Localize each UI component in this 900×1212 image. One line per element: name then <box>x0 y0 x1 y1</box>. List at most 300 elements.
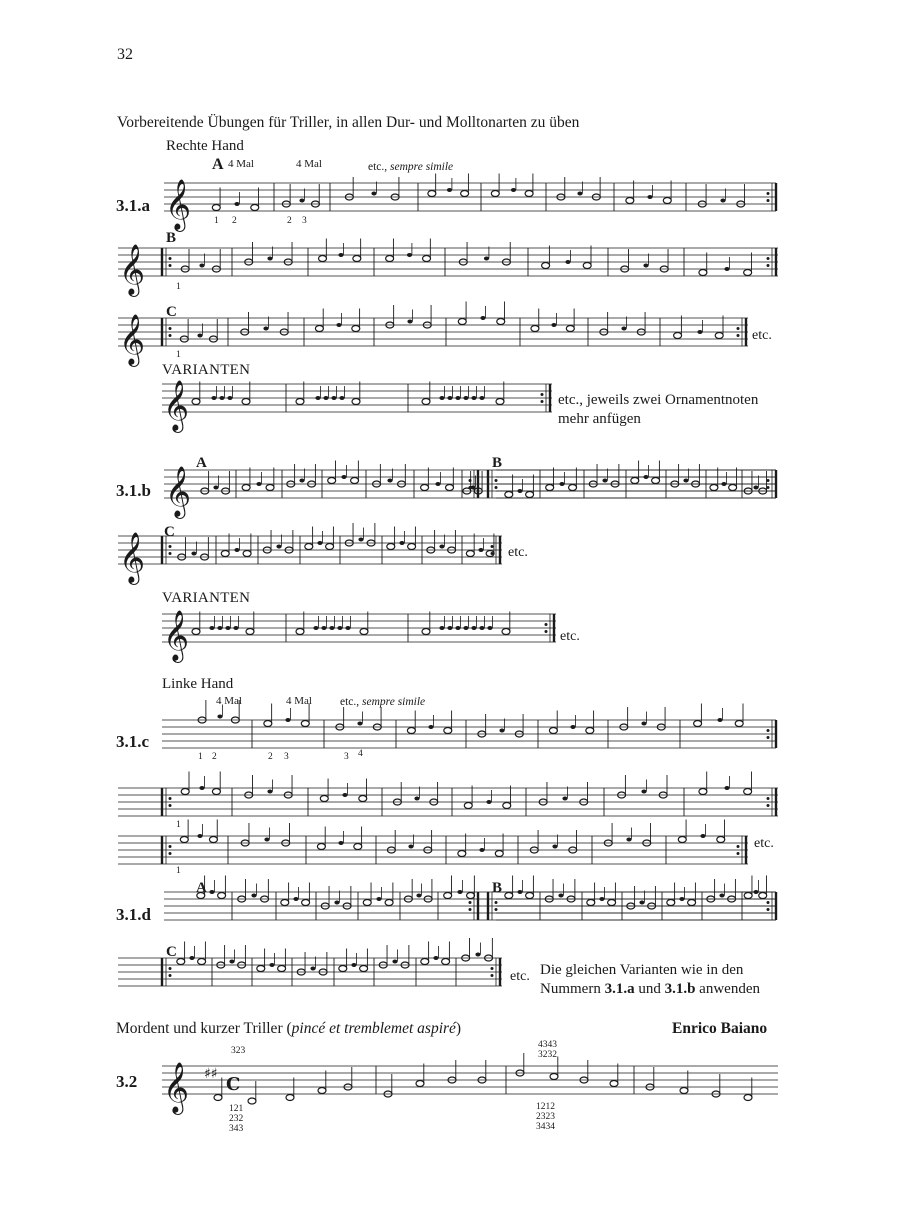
exercise-label-3-2: 3.2 <box>116 1072 138 1091</box>
grace-note <box>371 192 376 196</box>
repeat-dot <box>169 327 172 330</box>
grace-note <box>479 848 484 852</box>
grace-note <box>552 845 557 849</box>
grace-note <box>647 195 652 199</box>
etc-label: etc. <box>560 629 580 644</box>
grace-note <box>209 626 214 630</box>
grace-note <box>209 890 214 894</box>
half-note <box>525 191 533 197</box>
half-note <box>177 959 185 965</box>
grace-note <box>700 834 705 838</box>
grace-note <box>338 253 343 257</box>
grace-note <box>455 396 460 400</box>
grace-note <box>276 545 281 549</box>
repeat-dot <box>169 797 172 800</box>
fingering: 1 <box>176 820 181 830</box>
half-note <box>444 728 452 734</box>
half-note <box>496 399 504 405</box>
grace-note <box>471 626 476 630</box>
half-note <box>214 1095 222 1101</box>
section-c-label: C <box>164 524 175 540</box>
fingering: 2 <box>212 752 217 762</box>
grace-note <box>217 715 222 719</box>
repeat-thick-bar <box>487 470 489 498</box>
varianten-label: VARIANTEN <box>162 362 251 378</box>
repeat-dot <box>767 192 770 195</box>
treble-clef: 𝄞 <box>165 179 192 230</box>
repeat-thick-bar <box>775 248 777 276</box>
page-heading: Vorbereitende Übungen für Triller, in allen Dur- und Molltonarten zu üben <box>117 114 580 131</box>
repeat-dot <box>767 804 770 807</box>
half-note <box>246 629 254 635</box>
half-note <box>759 893 767 899</box>
exercise-label-3-1-d: 3.1.d <box>116 905 151 924</box>
half-note <box>495 851 503 857</box>
half-note <box>688 900 696 906</box>
exercise-label-3-1-c: 3.1.c <box>116 732 150 751</box>
grace-note <box>337 626 342 630</box>
repeat-dot <box>767 908 770 911</box>
treble-clef: 𝄞 <box>119 532 146 583</box>
grace-note <box>414 797 419 801</box>
grace-note <box>341 475 346 479</box>
grace-note <box>197 334 202 338</box>
repeat-dot <box>767 901 770 904</box>
grace-note <box>269 963 274 967</box>
half-note <box>583 263 591 269</box>
grace-note <box>447 188 452 192</box>
half-note <box>663 198 671 204</box>
half-note <box>242 485 250 491</box>
grace-note <box>310 967 315 971</box>
grace-note <box>471 396 476 400</box>
repeat-thick-bar <box>499 536 501 564</box>
grace-note <box>479 396 484 400</box>
half-note <box>652 478 660 484</box>
fingering: 2 <box>232 216 237 226</box>
grace-note <box>251 894 256 898</box>
fingering-stack: 121 232 343 <box>229 1104 244 1134</box>
grace-note <box>683 479 688 483</box>
repeat-dot <box>767 736 770 739</box>
repeat-4-mal-label: 4 Mal <box>216 695 242 707</box>
grace-note <box>293 897 298 901</box>
grace-note <box>480 316 485 320</box>
grace-note <box>217 626 222 630</box>
repeat-dot <box>491 967 494 970</box>
half-note <box>328 478 336 484</box>
half-note <box>464 803 472 809</box>
fingering: 3 <box>344 752 349 762</box>
half-note <box>416 1081 424 1087</box>
grace-note <box>428 725 433 729</box>
section-c-label: C <box>166 304 177 320</box>
half-note <box>717 837 725 843</box>
half-note <box>526 893 534 899</box>
grace-note <box>565 260 570 264</box>
repeat-thick-bar <box>775 720 777 748</box>
section-b-label: B <box>492 455 503 471</box>
half-note <box>351 478 359 484</box>
grace-note <box>267 257 272 261</box>
half-note <box>587 900 595 906</box>
half-note <box>467 893 475 899</box>
varianten-note: etc., jeweils zwei Ornamentnoten mehr anfügen <box>558 392 759 427</box>
repeat-dot <box>737 334 740 337</box>
grace-note <box>484 257 489 261</box>
author-name: Enrico Baiano <box>672 1020 768 1037</box>
half-note <box>531 326 539 332</box>
grace-note <box>517 489 522 493</box>
grace-note <box>517 890 522 894</box>
repeat-dot <box>545 630 548 633</box>
half-note <box>360 629 368 635</box>
half-note <box>423 256 431 262</box>
grace-note <box>721 482 726 486</box>
repeat-thick-bar <box>477 470 479 498</box>
repeat-dot <box>169 334 172 337</box>
half-note <box>197 893 205 899</box>
half-note <box>305 544 313 550</box>
half-note <box>363 900 371 906</box>
repeat-dot <box>469 486 472 489</box>
repeat-thick-bar <box>549 384 551 412</box>
fingering-stack: 1212 2323 3434 <box>536 1102 555 1132</box>
half-note <box>319 256 327 262</box>
grace-note <box>599 897 604 901</box>
repeat-dot <box>767 264 770 267</box>
half-note <box>408 544 416 550</box>
grace-note <box>639 901 644 905</box>
repeat-dot <box>737 327 740 330</box>
grace-note <box>626 838 631 842</box>
half-note <box>192 399 200 405</box>
repeat-dot <box>169 257 172 260</box>
half-note <box>694 721 702 727</box>
fingering: 1 <box>198 752 203 762</box>
repeat-dot <box>495 479 498 482</box>
grace-note <box>724 267 729 271</box>
final-note: Die gleichen Varianten wie in den Nummern 3.1.a und 3.1.b anwenden <box>540 962 760 997</box>
half-note <box>353 256 361 262</box>
fingering: 3 <box>284 752 289 762</box>
grace-note <box>717 718 722 722</box>
fingering: 1 <box>176 282 181 292</box>
half-note <box>744 789 752 795</box>
grace-note <box>234 548 239 552</box>
grace-note <box>753 486 758 490</box>
grace-note <box>342 793 347 797</box>
half-note <box>198 959 206 965</box>
page-number: 32 <box>117 46 133 63</box>
half-note <box>680 1088 688 1094</box>
varianten-label: VARIANTEN <box>162 590 251 606</box>
half-note <box>354 844 362 850</box>
half-note <box>715 333 723 339</box>
treble-clef: 𝄞 <box>163 610 190 661</box>
grace-note <box>679 897 684 901</box>
half-note <box>674 333 682 339</box>
treble-clef: 𝄞 <box>119 314 146 365</box>
grace-note <box>407 253 412 257</box>
half-note <box>386 256 394 262</box>
repeat-dot <box>767 257 770 260</box>
grace-note <box>315 396 320 400</box>
half-note <box>302 900 310 906</box>
grace-note <box>233 626 238 630</box>
half-note <box>502 629 510 635</box>
fingering: 323 <box>231 1046 246 1056</box>
half-note <box>181 789 189 795</box>
grace-note <box>338 841 343 845</box>
fingering: 3 <box>302 216 307 226</box>
section-b-label: B <box>492 880 503 896</box>
repeat-thick-bar <box>161 958 163 986</box>
half-note <box>735 721 743 727</box>
half-note <box>315 326 323 332</box>
treble-clef: 𝄞 <box>163 1062 190 1113</box>
exercise-label-3-1-a: 3.1.a <box>116 196 150 215</box>
repeat-dot <box>169 845 172 848</box>
half-note <box>221 551 229 557</box>
half-note <box>458 319 466 325</box>
half-note <box>526 492 534 498</box>
grace-note <box>719 894 724 898</box>
grace-note <box>225 626 230 630</box>
repeat-dot <box>469 479 472 482</box>
repeat-dot <box>169 967 172 970</box>
grace-note <box>213 486 218 490</box>
grace-note <box>336 323 341 327</box>
treble-clef: 𝄞 <box>119 244 146 295</box>
repeat-thick-bar <box>775 183 777 211</box>
half-note <box>542 263 550 269</box>
repeat-thick-bar <box>161 836 163 864</box>
grace-note <box>263 327 268 331</box>
half-note <box>546 485 554 491</box>
repeat-thick-bar <box>775 788 777 816</box>
half-note <box>387 544 395 550</box>
repeat-dot <box>495 908 498 911</box>
fingering: 1 <box>214 216 219 226</box>
repeat-dot <box>767 199 770 202</box>
half-note <box>296 629 304 635</box>
half-note <box>385 900 393 906</box>
grace-note <box>439 545 444 549</box>
grace-note <box>558 894 563 898</box>
grace-note <box>219 396 224 400</box>
half-note <box>360 966 368 972</box>
half-note <box>586 728 594 734</box>
grace-note <box>313 626 318 630</box>
grace-note <box>256 482 261 486</box>
grace-note <box>562 797 567 801</box>
repeat-4-mal-label: 4 Mal <box>228 158 254 170</box>
half-note <box>549 728 557 734</box>
etc-label: etc. <box>508 545 528 560</box>
grace-note <box>191 552 196 556</box>
half-note <box>218 893 226 899</box>
sharp-sign: ♯♯ <box>204 1066 218 1082</box>
grace-note <box>264 838 269 842</box>
half-note <box>699 789 707 795</box>
half-note <box>192 629 200 635</box>
half-note <box>497 319 505 325</box>
grace-note <box>486 800 491 804</box>
grace-note <box>643 264 648 268</box>
half-note <box>264 721 272 727</box>
repeat-thick-bar <box>161 318 163 346</box>
fingering: 2 <box>268 752 273 762</box>
grace-note <box>399 541 404 545</box>
grace-note <box>189 956 194 960</box>
left-hand-label: Linke Hand <box>162 676 234 692</box>
grace-note <box>641 722 646 726</box>
grace-note <box>641 790 646 794</box>
half-note <box>610 1081 618 1087</box>
grace-note <box>339 396 344 400</box>
grace-note <box>511 188 516 192</box>
repeat-thick-bar <box>745 836 747 864</box>
half-note <box>212 789 220 795</box>
half-note <box>248 1098 256 1104</box>
grace-note <box>234 202 239 206</box>
grace-note <box>357 722 362 726</box>
treble-clef: 𝄞 <box>163 380 190 431</box>
half-note <box>631 478 639 484</box>
half-note <box>352 399 360 405</box>
grace-note <box>724 786 729 790</box>
grace-note <box>447 626 452 630</box>
half-note <box>407 728 415 734</box>
repeat-dot <box>169 264 172 267</box>
half-note <box>422 399 430 405</box>
half-note <box>442 959 450 965</box>
half-note <box>318 1088 326 1094</box>
half-note <box>461 191 469 197</box>
grace-note <box>408 845 413 849</box>
half-note <box>569 485 577 491</box>
half-note <box>286 1095 294 1101</box>
repeat-dot <box>169 974 172 977</box>
repeat-dot <box>737 845 740 848</box>
grace-note <box>479 626 484 630</box>
grace-note <box>227 396 232 400</box>
grace-note <box>435 482 440 486</box>
repeat-dot <box>169 552 172 555</box>
fingering: 4 <box>358 749 363 759</box>
half-note <box>503 803 511 809</box>
half-note <box>667 900 675 906</box>
etc-label: etc. <box>752 328 772 343</box>
repeat-thick-bar <box>161 788 163 816</box>
half-note <box>444 893 452 899</box>
etc-label: etc. <box>510 969 530 984</box>
half-note <box>281 900 289 906</box>
repeat-thick-bar <box>775 470 777 498</box>
grace-note <box>285 718 290 722</box>
grace-note <box>439 626 444 630</box>
half-note <box>352 326 360 332</box>
grace-note <box>602 479 607 483</box>
grace-note <box>197 834 202 838</box>
half-note <box>505 492 513 498</box>
half-note <box>257 966 265 972</box>
repeat-dot <box>169 545 172 548</box>
grace-note <box>331 396 336 400</box>
grace-note <box>299 199 304 203</box>
grace-note <box>475 953 480 957</box>
half-note <box>326 544 334 550</box>
half-note <box>301 721 309 727</box>
grace-note <box>455 626 460 630</box>
half-note <box>320 796 328 802</box>
grace-note <box>351 963 356 967</box>
repeat-thick-bar <box>161 248 163 276</box>
half-note <box>209 837 217 843</box>
section-a-label: A <box>212 156 224 173</box>
section-a-label: A <box>196 880 207 896</box>
grace-note <box>407 320 412 324</box>
fingering: 1 <box>176 350 181 360</box>
half-note <box>678 837 686 843</box>
half-note <box>566 326 574 332</box>
grace-note <box>551 323 556 327</box>
grace-note <box>345 626 350 630</box>
fingering: 1 <box>176 866 181 876</box>
grace-note <box>463 396 468 400</box>
grace-note <box>621 327 626 331</box>
half-note <box>317 844 325 850</box>
grace-note <box>199 786 204 790</box>
grace-note <box>753 890 758 894</box>
half-note <box>296 399 304 405</box>
grace-note <box>433 956 438 960</box>
grace-note <box>577 192 582 196</box>
half-note <box>699 270 707 276</box>
sempre-simile-label: etc., sempre simile <box>340 696 426 708</box>
repeat-dot <box>541 400 544 403</box>
grace-note <box>487 626 492 630</box>
half-note <box>491 191 499 197</box>
repeat-dot <box>737 852 740 855</box>
half-note <box>744 893 752 899</box>
fingering-stack: 4343 3232 <box>538 1040 557 1060</box>
half-note <box>422 629 430 635</box>
fingering: 2 <box>287 216 292 226</box>
half-note <box>505 893 513 899</box>
half-note <box>266 485 274 491</box>
repeat-thick-bar <box>775 892 777 920</box>
grace-note <box>439 396 444 400</box>
repeat-thick-bar <box>161 536 163 564</box>
half-note <box>359 796 367 802</box>
grace-note <box>463 626 468 630</box>
section-c-label: C <box>166 944 177 960</box>
half-note <box>428 191 436 197</box>
repeat-thick-bar <box>499 958 501 986</box>
repeat-dot <box>469 908 472 911</box>
grace-note <box>570 725 575 729</box>
half-note <box>550 1074 558 1080</box>
grace-note <box>376 897 381 901</box>
half-note <box>180 837 188 843</box>
grace-note <box>211 396 216 400</box>
treble-clef: 𝄞 <box>165 466 192 517</box>
grace-note <box>478 548 483 552</box>
repeat-dot <box>491 974 494 977</box>
half-note <box>278 966 286 972</box>
